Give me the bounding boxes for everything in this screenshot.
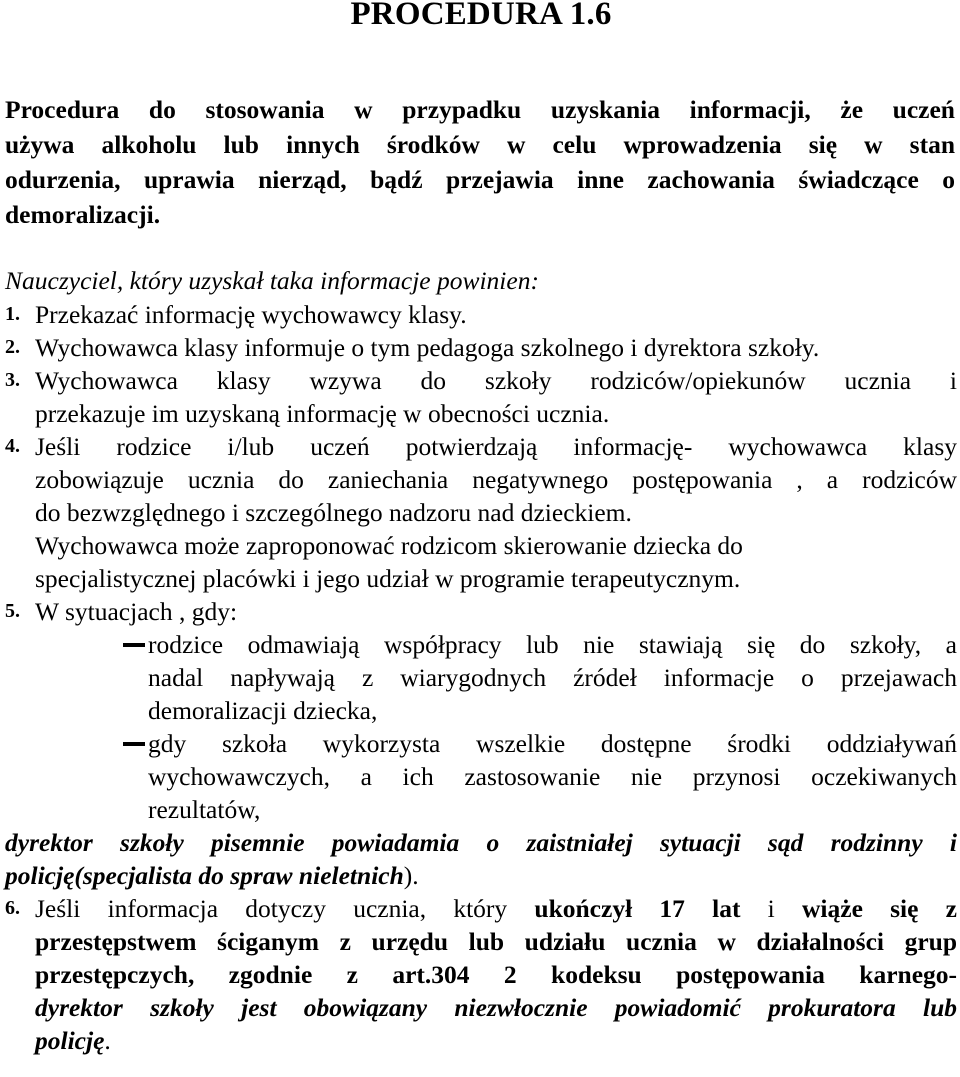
conclusion-end: ). [403,861,419,890]
item-text-bold-italic: policję [35,1026,105,1055]
list-item-5 [5,595,957,628]
conclusion-text: dyrektor szkoły pisemnie powiadamia o zaistniałej sytuacji sąd rodzinny i [5,828,957,857]
page-title: PROCEDURA 1.6 [350,0,612,32]
item-text-bold: ukończył 17 lat [534,894,741,923]
list-item-6 [5,892,957,1057]
procedure-list [5,298,957,1057]
intro-line: używa alkoholu lub innych środków w celu wprowadzenia się w stan [5,130,955,159]
item-text-part: . [104,1026,111,1055]
intro-line: odurzenia, uprawia nierząd, bądź przejawia inne zachowania świadczące o [5,165,955,194]
item-text: Wychowawca może zaproponować rodzicom skierowanie dziecka do [35,531,743,560]
item-text: W sytuacjach , gdy: [35,597,238,626]
sub-item-text: nadal napływają z wiarygodnych źródeł informacje o przejawach [148,663,957,692]
item-number: 2. [5,336,20,358]
list-item-2 [5,331,957,364]
item-text: Wychowawca klasy informuje o tym pedagoga szkolnego i dyrektora szkoły. [35,333,820,362]
item-number: 1. [5,303,20,325]
conclusion-text [5,859,957,892]
item-text: do bezwzględnego i szczególnego nadzoru nad dzieckiem. [35,498,632,527]
intro-paragraph [5,92,955,232]
item-text-bold: wiąże się z [802,894,957,923]
list-item-1 [5,298,957,331]
item-text: Przekazać informację wychowawcy klasy. [35,300,467,329]
list-item-4 [5,430,957,595]
item-text-bold: przestępstwem ściganym z urzędu lub udziału ucznia w działalności grup [35,927,957,956]
item-text: przekazuje im uzyskaną informację w obecności ucznia. [35,399,610,428]
item-number: 6. [5,897,20,919]
sub-item-text: rezultatów, [148,795,261,824]
sub-item-text: demoralizacji dziecka, [148,696,378,725]
dash-bullet-icon [123,643,145,647]
item-text: zobowiązuje ucznia do zaniechania negatywnego postępowania , a rodziców [35,465,957,494]
dash-bullet-icon [123,742,145,746]
item-text: specjalistycznej placówki i jego udział w programie terapeutycznym. [35,564,741,593]
item-text [35,1024,957,1057]
item-number: 4. [5,435,20,457]
item-number: 5. [5,600,20,622]
sub-item-2 [5,727,957,826]
item-text-part: Jeśli informacja dotyczy ucznia, który [35,894,535,923]
item-text-bold: przestępczych, zgodnie z art.304 2 kodeksu postępowania karnego- [35,960,957,989]
item-text: Wychowawca klasy wzywa do szkoły rodziców/opiekunów ucznia i [35,366,957,395]
list-item-3 [5,364,957,430]
sub-item-text: wychowawczych, a ich zastosowanie nie przynosi oczekiwanych [148,762,957,791]
item-text [35,892,957,925]
conclusion-paragraph [5,826,957,892]
item-number: 3. [5,369,20,391]
item-text: Jeśli rodzice i/lub uczeń potwierdzają informację- wychowawca klasy [35,432,957,461]
lead-heading: Nauczyciel, który uzyskał taka informacje powinien: [5,266,539,295]
sub-item-1 [5,628,957,727]
intro-line: demoralizacji. [5,200,161,229]
item-text-part: i [740,894,802,923]
sub-item-text: rodzice odmawiają współpracy lub nie stawiają się do szkoły, a [148,630,957,659]
sub-item-text: gdy szkoła wykorzysta wszelkie dostępne środki oddziaływań [148,729,957,758]
intro-line: Procedura do stosowania w przypadku uzyskania informacji, że uczeń [5,95,955,124]
item-text-bold-italic: dyrektor szkoły jest obowiązany niezwłocznie powiadomić prokuratora lub [35,993,957,1022]
conclusion-text-italic: policję(specjalista do spraw nieletnich [5,861,404,890]
